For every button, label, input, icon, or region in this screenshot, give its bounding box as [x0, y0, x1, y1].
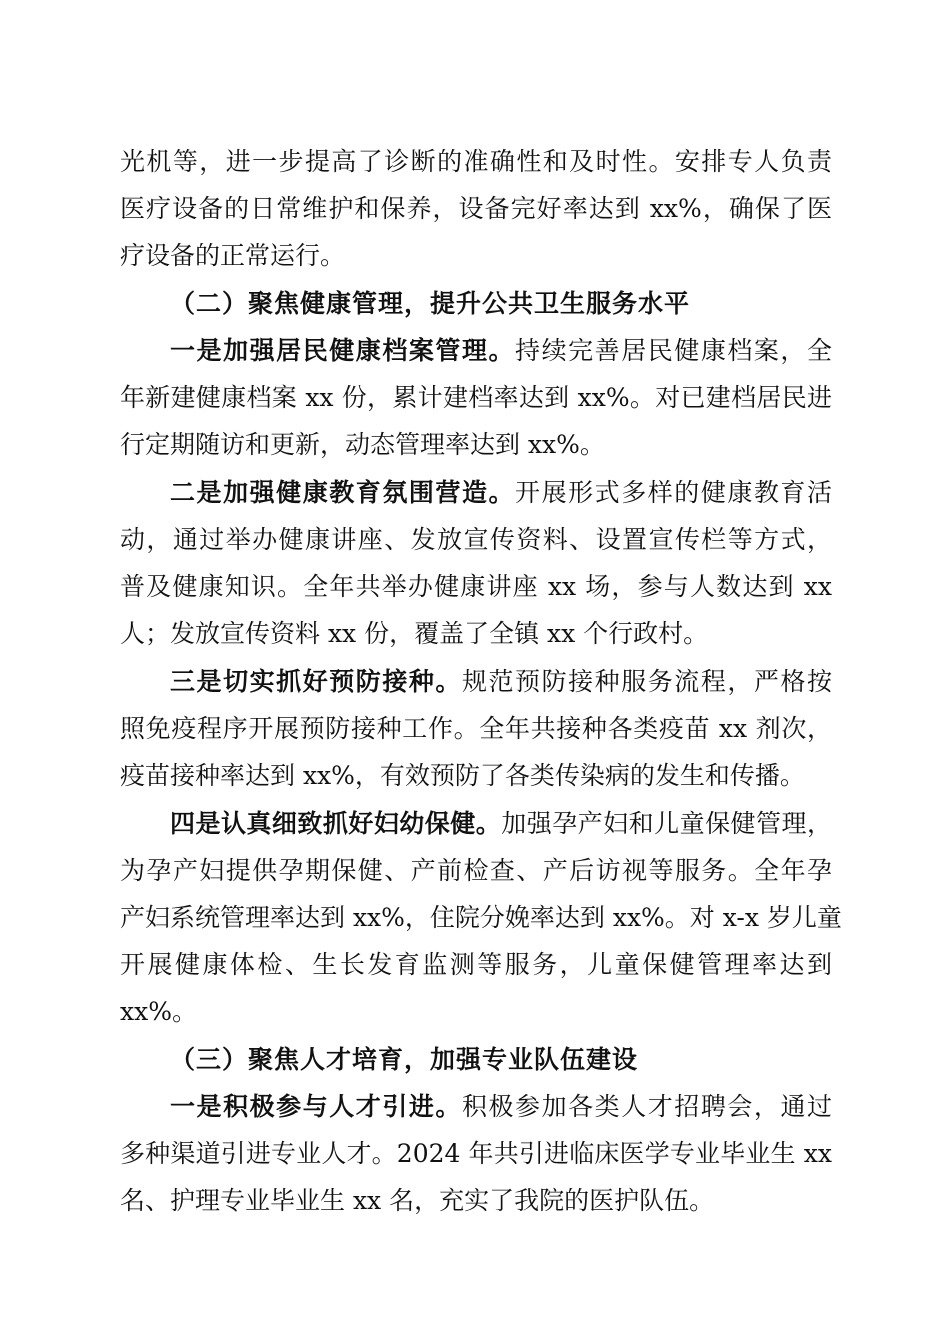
body-text-line: 医疗设备的日常维护和保养，设备完好率达到 xx%，确保了医 [120, 194, 832, 223]
paragraph-text: 积极参加各类人才招聘会，通过 [461, 1092, 832, 1121]
paragraph-first-line [170, 477, 832, 509]
paragraph-lead: 四是认真细致抓好妇幼保健。 [170, 809, 502, 838]
body-text-line: xx%。 [120, 997, 197, 1026]
paragraph-first-line [170, 335, 832, 367]
paragraph-first-line [170, 1091, 832, 1123]
body-text-line: 年新建健康档案 xx 份，累计建档率达到 xx%。对已建档居民进 [120, 383, 832, 412]
body-text-line: 人；发放宣传资料 xx 份，覆盖了全镇 xx 个行政村。 [120, 619, 709, 648]
section-heading: （二）聚焦健康管理，提升公共卫生服务水平 [170, 289, 691, 318]
body-text-line: 开展健康体检、生长发育监测等服务，儿童保健管理率达到 [120, 950, 832, 979]
paragraph-lead: 三是切实抓好预防接种。 [170, 667, 462, 696]
paragraph-text: 持续完善居民健康档案，全 [515, 336, 832, 365]
paragraph-first-line [170, 666, 832, 698]
body-text-line: 照免疫程序开展预防接种工作。全年共接种各类疫苗 xx 剂次， [120, 714, 832, 743]
body-text-line: 为孕产妇提供孕期保健、产前检查、产后访视等服务。全年孕 [120, 856, 832, 885]
paragraph-text: 规范预防接种服务流程，严格按 [461, 667, 832, 696]
body-text-line: 普及健康知识。全年共举办健康讲座 xx 场，参与人数达到 xx [120, 572, 832, 601]
body-text-line: 疫苗接种率达到 xx%，有效预防了各类传染病的发生和传播。 [120, 761, 805, 790]
body-text-line: 名、护理专业毕业生 xx 名，充实了我院的医护队伍。 [120, 1186, 715, 1215]
body-text-line: 光机等，进一步提高了诊断的准确性和及时性。安排专人负责 [120, 147, 832, 176]
paragraph-text: 开展形式多样的健康教育活 [515, 478, 832, 507]
body-text-line: 多种渠道引进专业人才。2024 年共引进临床医学专业毕业生 xx [120, 1139, 832, 1168]
body-text-line: 动，通过举办健康讲座、发放宣传资料、设置宣传栏等方式， [120, 525, 832, 554]
paragraph-lead: 一是积极参与人才引进。 [170, 1092, 462, 1121]
paragraph-text: 加强孕产妇和儿童保健管理， [501, 809, 832, 838]
body-text-line: 产妇系统管理率达到 xx%，住院分娩率达到 xx%。对 x-x 岁儿童 [120, 903, 842, 932]
paragraph-first-line [170, 808, 832, 840]
body-text-line: 疗设备的正常运行。 [120, 241, 346, 270]
section-heading: （三）聚焦人才培育，加强专业队伍建设 [170, 1045, 639, 1074]
paragraph-lead: 一是加强居民健康档案管理。 [170, 336, 516, 365]
paragraph-lead: 二是加强健康教育氛围营造。 [170, 478, 516, 507]
body-text-line: 行定期随访和更新，动态管理率达到 xx%。 [120, 430, 605, 459]
